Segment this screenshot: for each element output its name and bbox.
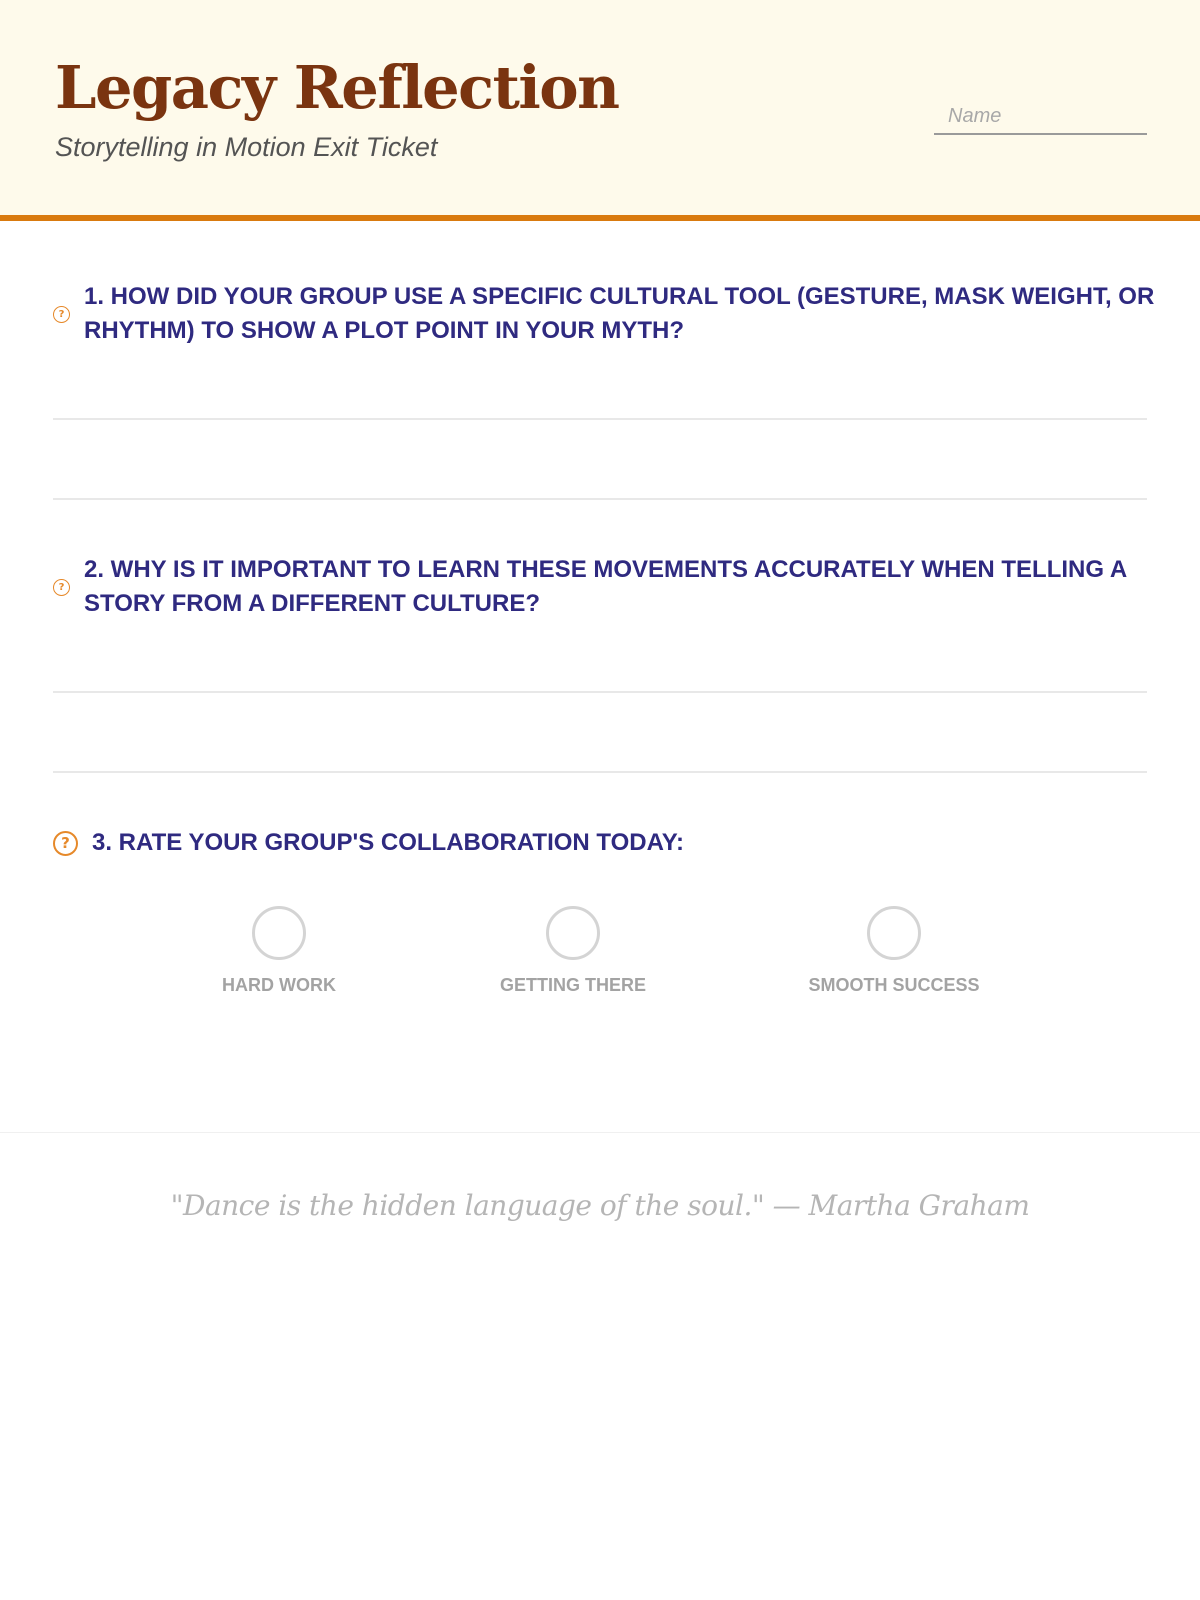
page-header [0, 0, 1200, 221]
question-2 [53, 553, 1163, 621]
answer-line-1a[interactable] [53, 418, 1147, 420]
rating-option-getting-there[interactable] [443, 906, 703, 996]
rating-label: SMOOTH SUCCESS [808, 975, 980, 995]
footer-quote: "Dance is the hidden language of the soul." — Martha Graham [170, 1189, 1030, 1222]
question-1 [53, 280, 1163, 348]
answer-line-1b[interactable] [53, 498, 1147, 500]
question-3-text: 3. RATE YOUR GROUP'S COLLABORATION TODAY: [92, 829, 684, 856]
question-circle-icon: ? [53, 306, 70, 323]
answer-line-2b[interactable] [53, 771, 1147, 773]
answer-line-2a[interactable] [53, 691, 1147, 693]
footer-divider [0, 1132, 1200, 1133]
rating-label: HARD WORK [222, 975, 336, 995]
radio-circle[interactable] [546, 906, 600, 960]
radio-circle[interactable] [867, 906, 921, 960]
page-subtitle: Storytelling in Motion Exit Ticket [55, 132, 438, 162]
question-1-text: 1. HOW DID YOUR GROUP USE A SPECIFIC CULTURAL TOOL (GESTURE, MASK WEIGHT, OR RHYTHM) TO SHOW A PLOT POINT IN YOUR MYTH? [84, 283, 1155, 344]
question-3 [53, 826, 1163, 860]
question-circle-icon: ? [53, 831, 78, 856]
question-2-text: 2. WHY IS IT IMPORTANT TO LEARN THESE MOVEMENTS ACCURATELY WHEN TELLING A STORY FROM A DIFFERENT CULTURE? [84, 556, 1127, 617]
rating-label: GETTING THERE [499, 975, 646, 995]
name-input[interactable] [934, 99, 1147, 135]
question-circle-icon: ? [53, 579, 70, 596]
rating-option-hard-work[interactable] [149, 906, 409, 996]
radio-circle[interactable] [252, 906, 306, 960]
rating-option-smooth-success[interactable] [764, 906, 1024, 996]
page-title: Legacy Reflection [55, 53, 619, 122]
